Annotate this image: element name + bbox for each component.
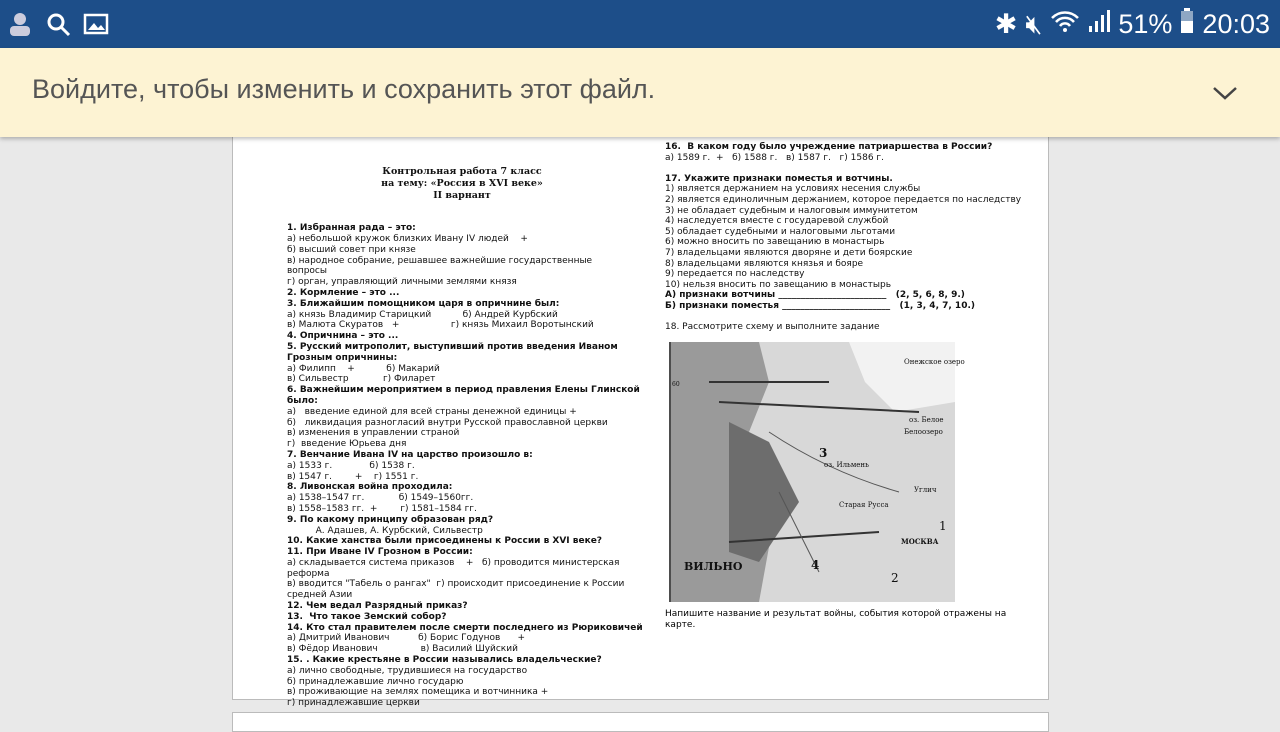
doc-line: 8) владельцами являются князья и бояре xyxy=(665,258,864,269)
map-marker: 2 xyxy=(891,571,899,585)
banner-text: Войдите, чтобы изменить и сохранить этот файл. xyxy=(32,74,656,104)
bluetooth-icon: ✱ xyxy=(994,9,1018,39)
doc-line: в) Малюта Скуратов + г) князь Михаил Воротынский xyxy=(287,320,594,331)
signal-icon xyxy=(1088,9,1110,40)
doc-line: а) Дмитрий Иванович б) Борис Годунов + xyxy=(287,633,526,644)
doc-line: в) изменения в управлении страной xyxy=(287,428,460,439)
doc-line: 6) можно вносить по завещанию в монастырь xyxy=(665,237,885,248)
doc-line: 5) обладает судебными и налоговыми льготами xyxy=(665,226,896,237)
title-line: II варнант xyxy=(433,189,491,201)
doc-line: 12. Чем ведал Разрядный приказ? xyxy=(287,601,468,612)
doc-line: Грозным опричнины: xyxy=(287,352,398,363)
doc-line: а) князь Владимир Старицкий б) Андрей Курбский xyxy=(287,309,558,320)
map-caption: Напишите название и результат войны, события которой отражены на карте. xyxy=(665,609,1007,630)
doc-line: 16. В каком году было учреждение патриаршества в России? xyxy=(665,142,993,152)
doc-line: вопросы xyxy=(287,266,327,277)
doc-line: а) 1533 г. б) 1538 г. xyxy=(287,460,415,471)
doc-line: 2) является единоличным держанием, которое передается по наследству xyxy=(665,194,1022,205)
map-label: Онежское озеро xyxy=(904,358,965,366)
document-page xyxy=(232,120,1049,709)
status-bar xyxy=(0,0,1280,48)
map-label: Старая Русса xyxy=(839,501,889,509)
historical-map xyxy=(669,342,965,602)
doc-line: а) 1589 г. + б) 1588 г. в) 1587 г. г) 1586 г. xyxy=(665,152,885,163)
title-line: на тему: «Россия в XVI веке» xyxy=(381,177,543,189)
map-label: МОСКВА xyxy=(901,537,939,546)
doc-line: в) 1558–1583 гг. + г) 1581–1584 гг. xyxy=(287,503,477,514)
left-column xyxy=(287,144,643,731)
doc-line: 10. Какие ханства были присоединены к России в XVI веке? xyxy=(287,536,603,547)
doc-line: 8. Ливонская война проходила: xyxy=(287,482,453,493)
doc-line: г) орган, управляющий личными землями князя xyxy=(287,277,517,288)
doc-line: а) лично свободные, трудившиеся на государство xyxy=(287,665,528,676)
doc-line: в) 1547 г. + г) 1551 г. xyxy=(287,471,419,482)
map-label: ВИЛЬНО xyxy=(684,560,743,573)
doc-line: 4. Опричнина – это ... xyxy=(287,331,399,342)
doc-line: 13. Что такое Земский собор? xyxy=(287,611,447,622)
doc-line: б) высший совет при князе xyxy=(287,244,416,255)
doc-line: 9) передается по наследству xyxy=(665,269,805,280)
doc-line: 3. Ближайшим помощником царя в опричнине был: xyxy=(287,298,560,309)
clock: 20:03 xyxy=(1202,9,1270,39)
doc-line: б) принадлежавшие лично государю xyxy=(287,676,464,687)
chevron-down-icon[interactable] xyxy=(1210,78,1240,108)
doc-line: а) складывается система приказов + б) проводится министерская xyxy=(287,557,620,568)
doc-line: в) народное собрание, решавшее важнейшие государственные xyxy=(287,255,593,266)
doc-line: 14. Кто стал правителем после смерти последнего из Рюриковичей xyxy=(287,622,643,633)
doc-line: средней Азии xyxy=(287,590,353,601)
battery-icon xyxy=(1180,8,1194,41)
doc-line: 9. По какому принципу образован ряд? xyxy=(287,514,494,525)
doc-line: в) вводится "Табель о рангах" г) происходит присоединение к России xyxy=(287,579,625,590)
map-label: Углич xyxy=(914,486,937,494)
doc-line: а) небольшой кружок близких Ивану IV людей + xyxy=(287,233,528,244)
doc-line: 17. Укажите признаки поместья и вотчины. xyxy=(665,173,893,184)
doc-line: Б) признаки поместья ________________________ (1, 3, 4, 7, 10.) xyxy=(665,300,975,311)
map-marker: 3 xyxy=(819,446,828,460)
search-icon xyxy=(44,10,72,38)
doc-line: А. Адашев, А. Курбский, Сильвестр xyxy=(287,525,483,536)
doc-line: а) 1538–1547 гг. б) 1549–1560гг. xyxy=(287,493,474,504)
wifi-icon xyxy=(1050,9,1080,40)
image-icon xyxy=(82,10,110,38)
doc-line: в) Сильвестр г) Филарет xyxy=(287,374,436,385)
doc-line: А) признаки вотчины ________________________ (2, 5, 6, 8, 9.) xyxy=(665,290,965,301)
doc-line: г) принадлежавшие церкви xyxy=(287,698,420,709)
doc-line: в) проживающие на землях помещика и вотчинника + xyxy=(287,687,549,698)
doc-line: г) введение Юрьева дня xyxy=(287,439,407,450)
doc-line: 7. Венчание Ивана IV на царство произошло в: xyxy=(287,449,533,460)
doc-line: 1. Избранная рада – это: xyxy=(287,223,416,234)
doc-title xyxy=(287,166,637,202)
battery-percent: 51% xyxy=(1118,9,1173,39)
doc-line xyxy=(665,312,1035,323)
sign-in-banner xyxy=(0,48,1280,137)
map-label: 60 xyxy=(672,381,680,388)
mute-icon: 🔇︎ xyxy=(1025,8,1043,39)
doc-line: 1) является держанием на условиях несения службы xyxy=(665,184,921,195)
doc-line: 11. При Иване IV Грозном в России: xyxy=(287,547,473,558)
doc-line: 7) владельцами являются дворяне и дети боярские xyxy=(665,247,913,258)
doc-line: 18. Рассмотрите схему и выполните задание xyxy=(665,322,880,333)
doc-line: а) введение единой для всей страны денежной единицы + xyxy=(287,406,577,417)
doc-line: было: xyxy=(287,395,318,406)
doc-line: 15. . Какие крестьяне в России назывались владельческие? xyxy=(287,655,602,666)
doc-line: 10) нельзя вносить по завещанию в монастырь xyxy=(665,279,891,290)
doc-line: 3) не обладает судебным и налоговым иммунитетом xyxy=(665,205,918,216)
doc-line: 5. Русский митрополит, выступивший против введения Иваном xyxy=(287,341,618,352)
map-label: Белоозеро xyxy=(904,428,943,436)
doc-line: в) Фёдор Иванович в) Василий Шуйский xyxy=(287,644,518,655)
doc-line: б) ликвидация разногласий внутри Русской православной церкви xyxy=(287,417,608,428)
map-marker: 4 xyxy=(811,558,820,572)
doc-line: 2. Кормление – это ... xyxy=(287,287,400,298)
doc-line: а) Филипп + б) Макарий xyxy=(287,363,440,374)
doc-line xyxy=(665,163,1035,174)
user-icon xyxy=(6,10,34,38)
map-label: оз. Белое xyxy=(909,416,944,424)
map-marker: 1 xyxy=(939,519,947,533)
doc-line: 6. Важнейшим мероприятием в период правления Елены Глинской xyxy=(287,385,640,396)
title-line: Контрольная работа 7 класс xyxy=(382,165,542,177)
doc-line: реформа xyxy=(287,568,330,579)
map-label: оз. Ильмень xyxy=(824,461,869,469)
next-page xyxy=(232,712,1049,732)
doc-line: 4) наследуется вместе с государевой службой xyxy=(665,216,889,227)
right-column xyxy=(665,142,1035,333)
